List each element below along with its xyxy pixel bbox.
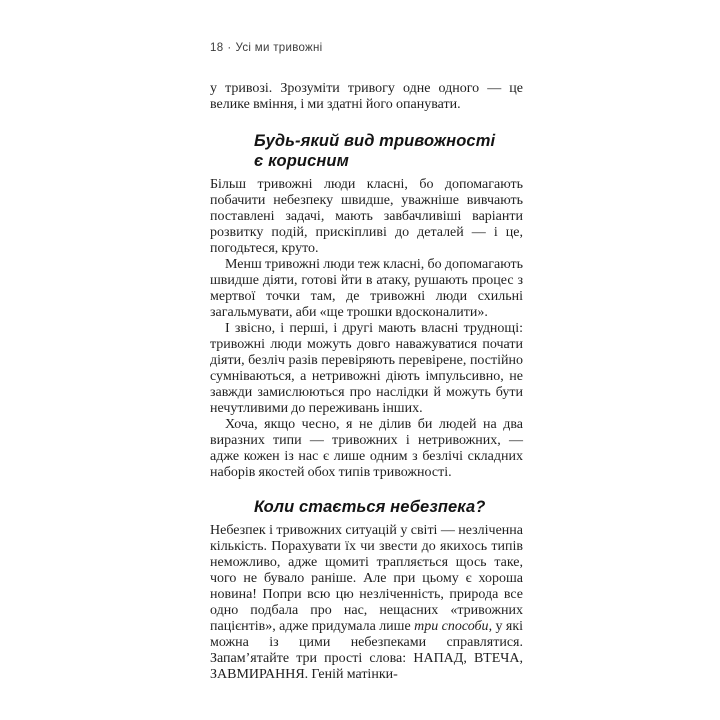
body-paragraph: Хоча, якщо чесно, я не ділив би людей на два виразних типи — тривожних і нетривожних, — адже кожен із нас є лише одним з безлічі складних наборів якостей обох типів тривожності. (210, 417, 523, 480)
italic-phrase: три способи (414, 619, 489, 634)
body-paragraph-with-italic (210, 523, 523, 683)
body-paragraph: Більш тривожні люди класні, бо допомагають побачити небезпеку швидше, уважніше вивчають поставлені задачі, мають завбачливіші варіанти розвитку подій, прискіпливі до деталей — і це, погодьтеся, круто. (210, 177, 523, 256)
header-separator: · (227, 42, 232, 54)
body-paragraph: Менш тривожні люди теж класні, бо допомагають швидше діяти, готові йти в атаку, рушають процес з мертвої точки там, де тривожні люди схильні загальмувати, аби «ще трошки вдосконалити». (210, 257, 523, 320)
text-column (210, 42, 523, 683)
paragraph-text-before-italic: Небезпек і тривожних ситуацій у світі — незліченна кількість. Порахувати їх чи звести до якихось типів неможливо, адже щомиті трапляється щось таке, чого не бувало раніше. Але при цьому є хороша новина! Попри всю цю незліченність, природа все одно подбала про нас, нещасних «тривожних пацієнтів», адже придумала лише (210, 523, 523, 634)
body-paragraph: І звісно, і перші, і другі мають власні труднощі: тривожні люди можуть довго наважуватися почати діяти, безліч разів перевіряють перевірене, постійно сумніваються, а нетривожні діють імпульсивно, не завжди замислюються про наслідки й можуть бути нечутливими до переживань інших. (210, 321, 523, 416)
opening-paragraph: у тривозі. Зрозуміти тривогу одне одного — це велике вміння, і ми здатні його опанувати. (210, 81, 523, 112)
section-heading-when-danger-happens (254, 497, 523, 517)
paragraph-text-after-italic: , у які можна із цими небезпеками справлятися. Запам’ятайте три прості слова: НАПАД, ВТЕЧА, ЗАВМИРАННЯ. Геній матінки- (210, 619, 524, 682)
heading-line-2: є корисним (254, 152, 349, 170)
heading-line-1: Будь-який вид тривожності (254, 132, 496, 150)
heading-line-1: Коли стається небезпека? (254, 498, 486, 516)
page-number: 18 (210, 42, 224, 54)
running-header (210, 42, 523, 55)
book-title: Усі ми тривожні (235, 42, 323, 54)
section-heading-any-anxiety-is-useful (254, 131, 523, 171)
